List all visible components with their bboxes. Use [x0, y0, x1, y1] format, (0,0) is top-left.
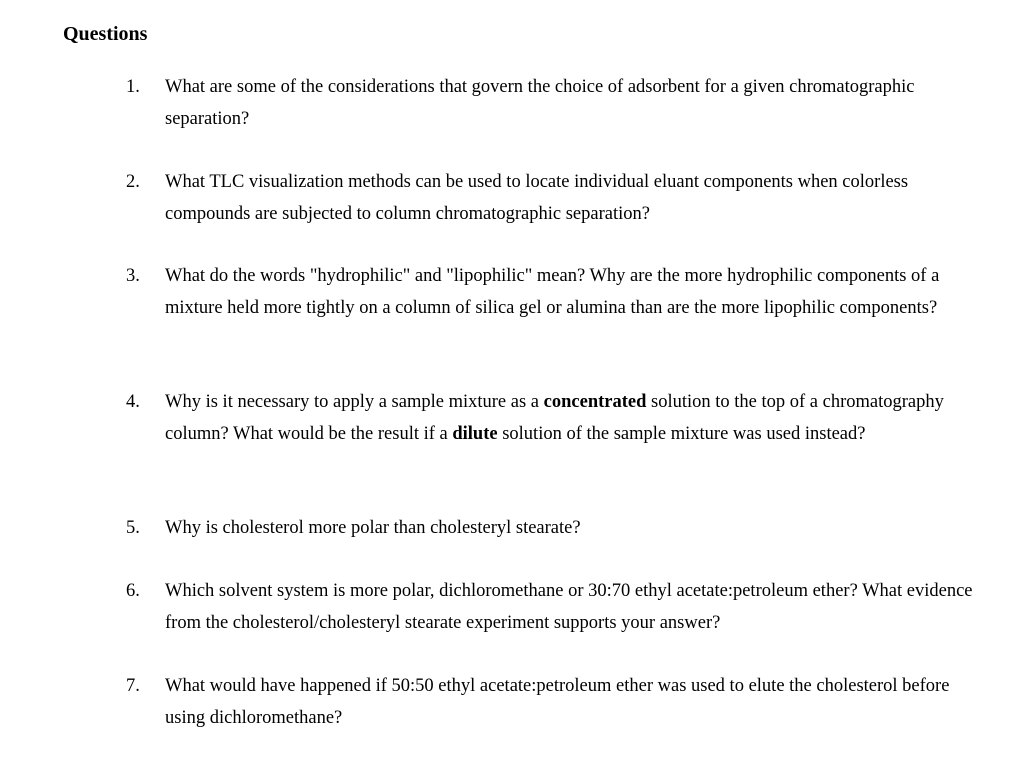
- question-text: [165, 261, 985, 324]
- question-text: [165, 387, 985, 450]
- question-number: 5.: [126, 518, 140, 538]
- question-text-segment: What TLC visualization methods can be used to locate individual eluant components when colorless compounds are subjected to column chromatographic separation?: [165, 172, 909, 224]
- question-text: [165, 576, 985, 639]
- question-text-segment: What would have happened if 50:50 ethyl acetate:petroleum ether was used to elute the cholesterol before using dichloromethane?: [165, 676, 950, 728]
- question-text-segment: Which solvent system is more polar, dichloromethane or 30:70 ethyl acetate:petroleum ether? What evidence from the cholesterol/cholesteryl stearate experiment supports your answer?: [165, 581, 973, 633]
- question-number: 7.: [126, 676, 140, 696]
- question-item-7: [126, 671, 1006, 734]
- question-number: 1.: [126, 77, 140, 97]
- question-item-6: [126, 576, 1006, 639]
- question-text: [165, 72, 985, 135]
- question-text-segment: solution to the top of a chromatography column? What would be the result if a: [165, 392, 944, 444]
- emphasis-concentrated: concentrated: [543, 392, 647, 412]
- question-number: 2.: [126, 172, 140, 192]
- emphasis-dilute: dilute: [452, 423, 498, 444]
- question-text-segment: What do the words "hydrophilic" and "lipophilic" mean? Why are the more hydrophilic components of a mixture held more tightly on a column of silica gel or alumina than are the more lipophilic components?: [165, 266, 940, 318]
- question-item-1: [126, 72, 1006, 135]
- question-number: 4.: [126, 392, 140, 412]
- question-text-segment: Why is it necessary to apply a sample mixture as a: [165, 392, 544, 412]
- question-text: [165, 671, 985, 734]
- question-item-3: [126, 261, 1006, 324]
- question-item-4: [126, 387, 1006, 450]
- question-text-segment: What are some of the considerations that govern the choice of adsorbent for a given chromatographic separation?: [165, 77, 915, 129]
- question-text-segment: solution of the sample mixture was used instead?: [497, 423, 866, 444]
- question-text: [165, 513, 985, 545]
- question-item-5: [126, 513, 1006, 545]
- question-item-2: [126, 167, 1006, 230]
- section-heading: Questions: [63, 23, 148, 45]
- question-text-segment: Why is cholesterol more polar than cholesteryl stearate?: [165, 518, 581, 538]
- question-number: 6.: [126, 581, 140, 601]
- question-number: 3.: [126, 266, 140, 286]
- question-text: [165, 167, 985, 230]
